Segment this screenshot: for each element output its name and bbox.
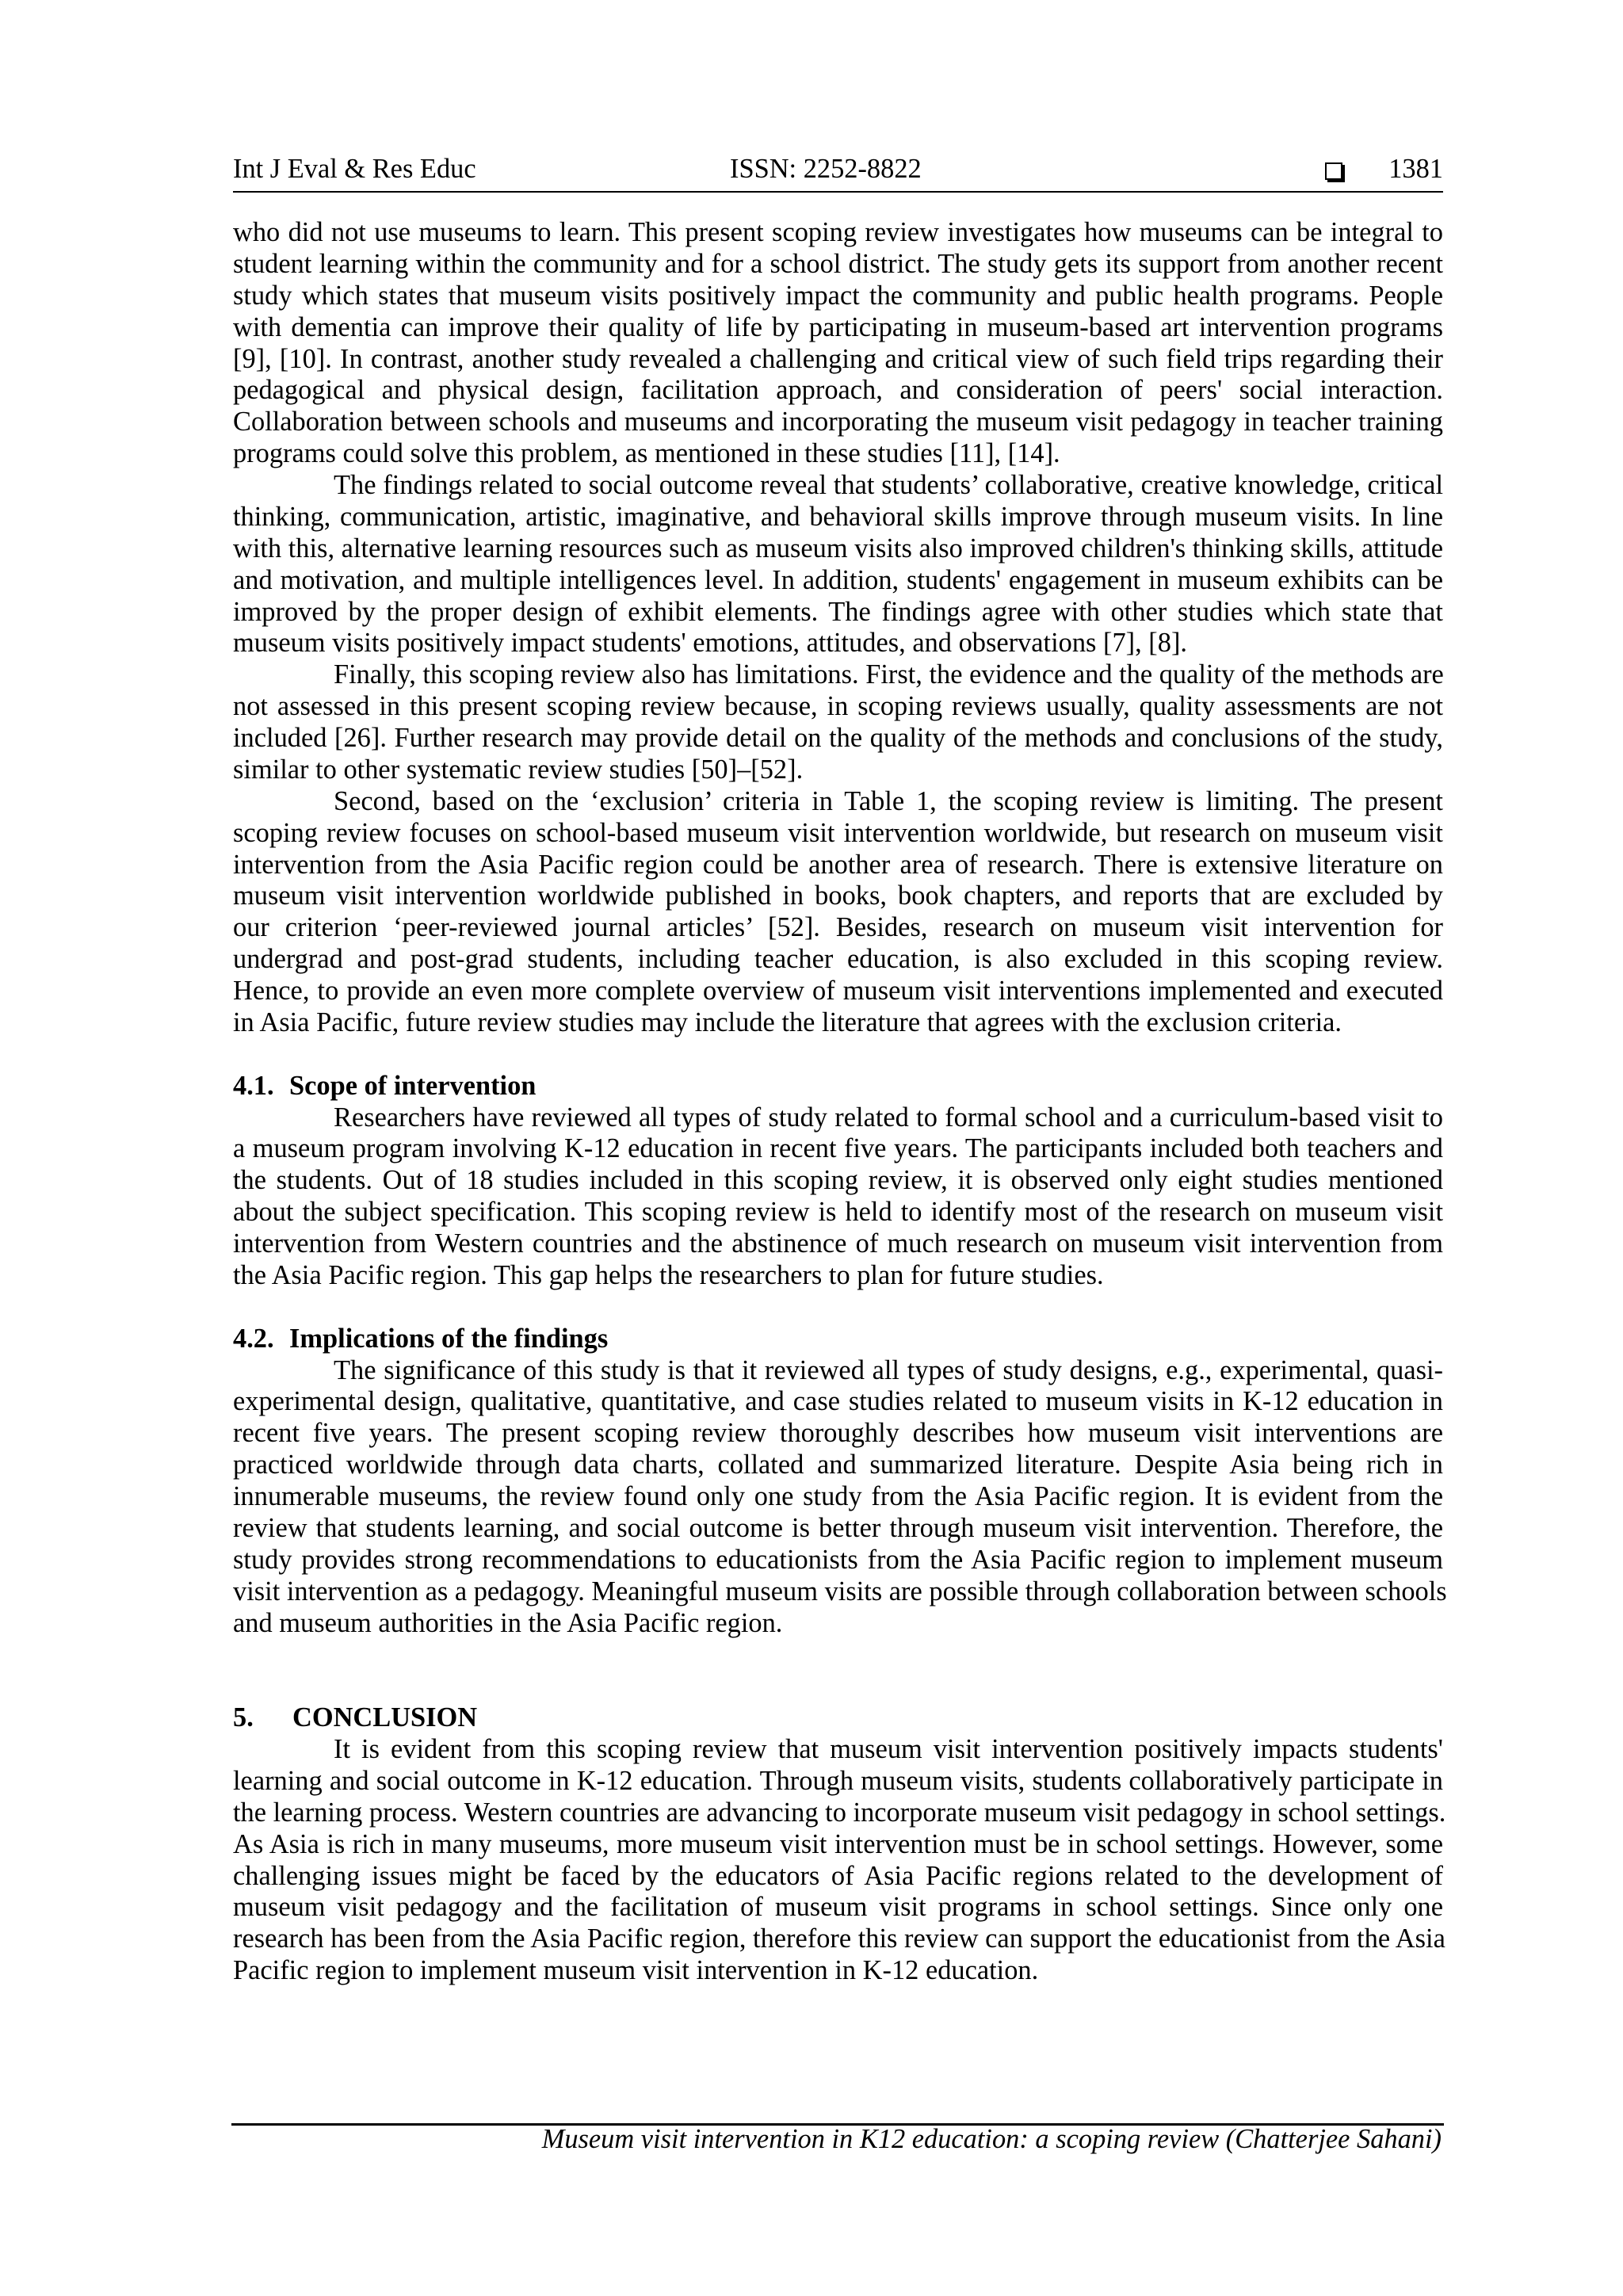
subsection-scope-of-intervention (233, 1071, 1443, 1292)
text-line: intervention from Western countries and the abstinence of much research on museum visit intervention from (233, 1228, 1443, 1259)
body-text (233, 217, 1447, 1987)
subsection-heading (233, 1071, 1443, 1102)
journal-name: Int J Eval & Res Educ (233, 154, 476, 184)
text-line: scoping review focuses on school-based museum visit intervention worldwide, but research on museum visit (233, 817, 1443, 848)
paragraph (233, 217, 1443, 470)
text-line: the students. Out of 18 studies included in this scoping review, it is observed only eight studies mentioned (233, 1165, 1443, 1196)
paragraph (233, 659, 1443, 786)
text-line: improved by the proper design of exhibit elements. The findings agree with other studies which state that (233, 596, 1443, 627)
text-line: recent five years. The present scoping review thoroughly describes how museum visit interventions are (233, 1418, 1443, 1449)
subsection-implications (233, 1323, 1447, 1640)
text-line: innumerable museums, the review found only one study from the Asia Pacific region. It is evident from the (233, 1481, 1443, 1511)
text-line: museum visit intervention worldwide published in books, book chapters, and reports that are excluded by (233, 881, 1443, 911)
section-number: 4.1. (233, 1070, 274, 1101)
running-footer-title: Museum visit intervention in K12 education: a scoping review (Chatterjee Sahani) (541, 2124, 1442, 2154)
subsection-heading (233, 1324, 1443, 1355)
text-line: research has been from the Asia Pacific region, therefore this review can support the educationist from the Asia (233, 1924, 1445, 1954)
text-line: Collaboration between schools and museums and incorporating the museum visit pedagogy in teacher training (233, 407, 1443, 437)
text-line: in Asia Pacific, future review studies may include the literature that agrees with the exclusion criteria. (233, 1007, 1342, 1037)
text-line: learning and social outcome in K-12 education. Through museum visits, students collaboratively participate in (233, 1765, 1443, 1796)
text-line: It is evident from this scoping review that museum visit intervention positively impacts students' (334, 1734, 1443, 1764)
text-line: included [26]. Further research may provide detail on the quality of the methods and conclusions of the study, (233, 723, 1443, 753)
section-title: Scope of intervention (289, 1070, 537, 1101)
text-line: As Asia is rich in many museums, more museum visit intervention must be in school settings. However, some (233, 1828, 1443, 1859)
text-line: experimental design, qualitative, quantitative, and case studies related to museum visits in K-12 education in (233, 1386, 1443, 1417)
text-line: student learning within the community and for a school district. The study gets its support from another recent (233, 248, 1443, 279)
text-line: undergrad and post-grad students, including teacher education, is also excluded in this scoping review. (233, 944, 1443, 975)
paragraph (233, 786, 1443, 1039)
text-line: The significance of this study is that it reviewed all types of study designs, e.g., experimental, quasi- (334, 1354, 1443, 1385)
paragraph (233, 1734, 1446, 1987)
paragraph (233, 1354, 1447, 1640)
text-line: museum visit pedagogy and the facilitation of museum visit programs in school settings. Since only one (233, 1892, 1443, 1923)
text-line: review that students learning, and social outcome is better through museum visit intervention. Therefore, the (233, 1512, 1443, 1543)
text-line: who did not use museums to learn. This present scoping review investigates how museums can be integral to (233, 217, 1443, 247)
text-line: about the subject specification. This scoping review is held to identify most of the research on museum visit (233, 1197, 1443, 1228)
text-line: study provides strong recommendations to educationists from the Asia Pacific region to implement museum (233, 1544, 1443, 1575)
section-heading (233, 1702, 1443, 1734)
text-line: museum visits positively impact students' emotions, attitudes, and observations [7], [8]. (233, 628, 1187, 659)
text-line: our criterion ‘peer-reviewed journal articles’ [52]. Besides, research on museum visit intervention for (233, 912, 1443, 943)
square-icon (1325, 162, 1342, 180)
paragraph (233, 470, 1443, 659)
paragraph (233, 1102, 1443, 1292)
text-line: with dementia can improve their quality of life by participating in museum-based art intervention programs (233, 311, 1443, 342)
text-line: Hence, to provide an even more complete overview of museum visit interventions implemented and executed (233, 976, 1443, 1006)
section-number: 4.2. (233, 1323, 274, 1354)
text-line: and motivation, and multiple intelligences level. In addition, students' engagement in museum exhibits can be (233, 564, 1443, 595)
text-line: the Asia Pacific region. This gap helps the researchers to plan for future studies. (233, 1259, 1104, 1290)
text-line: thinking, communication, artistic, imaginative, and behavioral skills improve through museum visits. In line (233, 501, 1443, 532)
issn-label: ISSN: 2252-8822 (730, 154, 922, 184)
header-rule (233, 191, 1443, 193)
text-line: The findings related to social outcome reveal that students’ collaborative, creative knowledge, critical (334, 470, 1443, 500)
text-line: similar to other systematic review studies [50]–[52]. (233, 754, 804, 785)
text-line: Second, based on the ‘exclusion’ criteria in Table 1, the scoping review is limiting. The present (334, 785, 1443, 816)
section-number: 5. (233, 1702, 254, 1733)
text-line: study which states that museum visits positively impact the community and public health programs. People (233, 280, 1443, 311)
section-conclusion (233, 1702, 1446, 1987)
text-line: not assessed in this present scoping review because, in scoping reviews usually, quality assessments are not (233, 691, 1443, 722)
page-number: 1381 (1388, 154, 1443, 184)
text-line: intervention from the Asia Pacific region could be another area of research. There is extensive literature on (233, 849, 1443, 880)
text-line: challenging issues might be faced by the educators of Asia Pacific regions related to the development of (233, 1860, 1443, 1891)
text-line: and museum authorities in the Asia Pacific region. (233, 1607, 783, 1638)
text-line: programs could solve this problem, as mentioned in these studies [11], [14]. (233, 438, 1060, 469)
section-title: Implications of the findings (289, 1323, 609, 1354)
text-line: Finally, this scoping review also has limitations. First, the evidence and the quality of the methods are (334, 659, 1444, 690)
text-line: Pacific region to implement museum visit intervention in K-12 education. (233, 1955, 1039, 1986)
text-line: [9], [10]. In contrast, another study revealed a challenging and critical view of such field trips regarding their (233, 343, 1443, 374)
text-line: a museum program involving K-12 education in recent five years. The participants included both teachers and (233, 1133, 1443, 1164)
text-line: pedagogical and physical design, facilitation approach, and consideration of peers' social interaction. (233, 375, 1443, 406)
text-line: practiced worldwide through data charts, collated and summarized literature. Despite Asia being rich in (233, 1450, 1443, 1480)
text-line: Researchers have reviewed all types of study related to formal school and a curriculum-based visit to (334, 1102, 1443, 1133)
section-title: CONCLUSION (292, 1702, 478, 1733)
text-line: visit intervention as a pedagogy. Meaningful museum visits are possible through collaboration between schools (233, 1576, 1447, 1606)
text-line: the learning process. Western countries are advancing to incorporate museum visit pedagogy in school settings. (233, 1797, 1446, 1828)
text-line: with this, alternative learning resources such as museum visits also improved children's thinking skills, attitude (233, 533, 1443, 563)
